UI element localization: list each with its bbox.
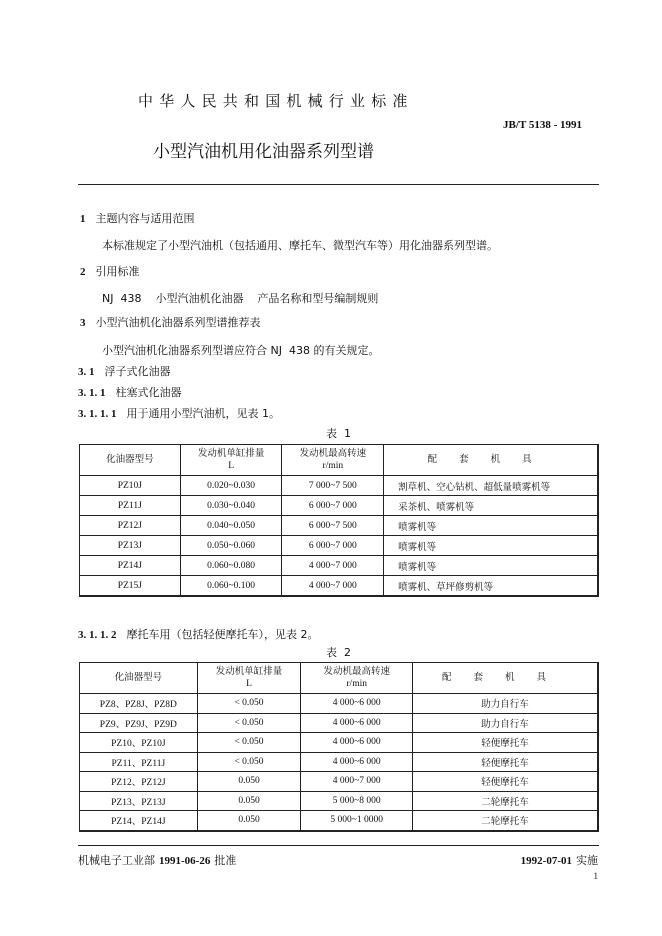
implementation-line: [517, 852, 598, 868]
header-equipment: 配套机具: [413, 663, 598, 694]
standard-number: JB/T 5138 - 1991: [503, 119, 582, 131]
table-row: [80, 791, 599, 811]
document-title: 小型汽油机用化油器系列型谱: [153, 142, 374, 162]
section-2-reference: NJ 438 小型汽油机化油器 产品名称和型号编制规则: [102, 292, 379, 305]
table-header-row: [80, 445, 599, 476]
table-header-row: [80, 663, 599, 694]
header-displacement: 发动机单缸排量 L: [197, 663, 301, 694]
cell-speed: 6 000~7 000: [282, 496, 384, 516]
cell-equipment: 助力自行车: [413, 713, 598, 733]
section-number: 1: [80, 213, 86, 225]
cell-speed: 4 000~7 000: [282, 576, 384, 597]
approve-label: 批准: [214, 854, 237, 867]
section-title: 用于通用小型汽油机，见表 1。: [126, 407, 280, 420]
cell-displacement: < 0.050: [197, 752, 301, 772]
cell-speed: 4 000~6 000: [301, 752, 413, 772]
section-number: 3. 1. 1: [78, 387, 106, 399]
approver: 机械电子工业部: [78, 854, 155, 867]
section-3-paragraph: 小型汽油机化油器系列型谱应符合 NJ 438 的有关规定。: [102, 344, 380, 357]
cell-equipment: 二轮摩托车: [413, 791, 598, 811]
table-row: [80, 733, 599, 753]
header-speed: 发动机最高转速 r/min: [282, 445, 384, 476]
table-row: [80, 811, 599, 831]
section-title: 摩托车用（包括轻便摩托车），见表 2。: [126, 628, 319, 641]
cell-displacement: 0.050~0.060: [180, 536, 282, 556]
cell-speed: 6 000~7 000: [282, 536, 384, 556]
page-number: 1: [593, 871, 598, 881]
cell-speed: 7 000~7 500: [282, 476, 384, 496]
table-row: [80, 713, 599, 733]
section-2-heading: [80, 263, 140, 279]
section-number: 3: [80, 317, 86, 329]
cell-speed: 4 000~6 000: [301, 694, 413, 714]
header-displacement: 发动机单缸排量 L: [180, 445, 282, 476]
cell-displacement: 0.050: [197, 772, 301, 792]
section-3-1-1-2-heading: [78, 626, 319, 642]
cell-equipment: 轻便摩托车: [413, 752, 598, 772]
cell-speed: 4 000~7 000: [282, 556, 384, 576]
table-2: [79, 662, 599, 832]
header-model: 化油器型号: [80, 663, 198, 694]
implement-date: 1992-07-01: [520, 855, 572, 867]
section-number: 3. 1. 1. 1: [78, 408, 117, 420]
cell-displacement: 0.060~0.080: [180, 556, 282, 576]
cell-equipment: 喷雾机、草坪修剪机等: [384, 576, 598, 597]
implement-label: 实施: [576, 854, 598, 867]
cell-model: PZ11J: [80, 496, 181, 516]
table-row: [80, 516, 599, 536]
cell-model: PZ13J: [80, 536, 181, 556]
footer-divider: [78, 845, 599, 846]
cell-equipment: 轻便摩托车: [413, 733, 598, 753]
cell-model: PZ12、PZ12J: [80, 772, 198, 792]
cell-model: PZ10、PZ10J: [80, 733, 198, 753]
approve-date: 1991-06-26: [159, 855, 211, 867]
cell-displacement: < 0.050: [197, 713, 301, 733]
table-row: [80, 752, 599, 772]
table-2-caption: 表 2: [326, 646, 351, 659]
section-3-heading: [80, 314, 261, 330]
cell-speed: 5 000~8 000: [301, 791, 413, 811]
cell-speed: 5 000~1 0000: [301, 811, 413, 831]
cell-equipment: 二轮摩托车: [413, 811, 598, 831]
cell-equipment: 助力自行车: [413, 694, 598, 714]
table-row: [80, 476, 599, 496]
table-row: [80, 772, 599, 792]
cell-model: PZ15J: [80, 576, 181, 597]
cell-displacement: < 0.050: [197, 733, 301, 753]
table-row: [80, 536, 599, 556]
section-title: 浮子式化油器: [104, 365, 171, 378]
approval-line: [78, 852, 236, 868]
issuing-organization: 中华人民共和国机械行业标准: [138, 92, 414, 110]
cell-model: PZ12J: [80, 516, 181, 536]
cell-displacement: 0.050: [197, 811, 301, 831]
section-3-1-heading: [78, 363, 171, 379]
cell-model: PZ14J: [80, 556, 181, 576]
cell-equipment: 轻便摩托车: [413, 772, 598, 792]
table-row: [80, 496, 599, 516]
cell-speed: 6 000~7 500: [282, 516, 384, 536]
table-1: [79, 444, 599, 597]
cell-displacement: 0.040~0.050: [180, 516, 282, 536]
header-speed: 发动机最高转速 r/min: [301, 663, 413, 694]
header-model: 化油器型号: [80, 445, 181, 476]
cell-displacement: 0.050: [197, 791, 301, 811]
table-row: [80, 556, 599, 576]
cell-model: PZ13、PZ13J: [80, 791, 198, 811]
cell-model: PZ8、PZ8J、PZ8D: [80, 694, 198, 714]
section-title: 柱塞式化油器: [115, 386, 182, 399]
header-equipment: 配套机具: [384, 445, 598, 476]
cell-equipment: 采茶机、喷雾机等: [384, 496, 598, 516]
cell-model: PZ14、PZ14J: [80, 811, 198, 831]
section-title: 主题内容与适用范围: [95, 212, 195, 225]
cell-equipment: 割草机、空心钻机、超低量喷雾机等: [384, 476, 598, 496]
table-1-caption: 表 1: [326, 427, 351, 440]
section-1-heading: [80, 210, 195, 226]
section-number: 3. 1: [78, 366, 95, 378]
cell-displacement: < 0.050: [197, 694, 301, 714]
cell-speed: 4 000~7 000: [301, 772, 413, 792]
table-row: [80, 576, 599, 597]
table-row: [80, 694, 599, 714]
section-3-1-1-1-heading: [78, 405, 280, 421]
cell-model: PZ11、PZ11J: [80, 752, 198, 772]
section-number: 2: [80, 266, 86, 278]
section-3-1-1-heading: [78, 384, 182, 400]
cell-equipment: 喷雾机等: [384, 516, 598, 536]
section-1-paragraph: 本标准规定了小型汽油机（包括通用、摩托车、微型汽车等）用化油器系列型谱。: [102, 239, 498, 252]
cell-model: PZ9、PZ9J、PZ9D: [80, 713, 198, 733]
cell-displacement: 0.020~0.030: [180, 476, 282, 496]
cell-speed: 4 000~6 000: [301, 733, 413, 753]
cell-equipment: 喷雾机等: [384, 536, 598, 556]
section-title: 引用标准: [95, 265, 140, 278]
section-number: 3. 1. 1. 2: [78, 629, 117, 641]
cell-speed: 4 000~6 000: [301, 713, 413, 733]
cell-equipment: 喷雾机等: [384, 556, 598, 576]
cell-displacement: 0.060~0.100: [180, 576, 282, 597]
cell-displacement: 0.030~0.040: [180, 496, 282, 516]
header-divider: [78, 184, 599, 185]
cell-model: PZ10J: [80, 476, 181, 496]
section-title: 小型汽油机化油器系列型谱推荐表: [95, 316, 261, 329]
